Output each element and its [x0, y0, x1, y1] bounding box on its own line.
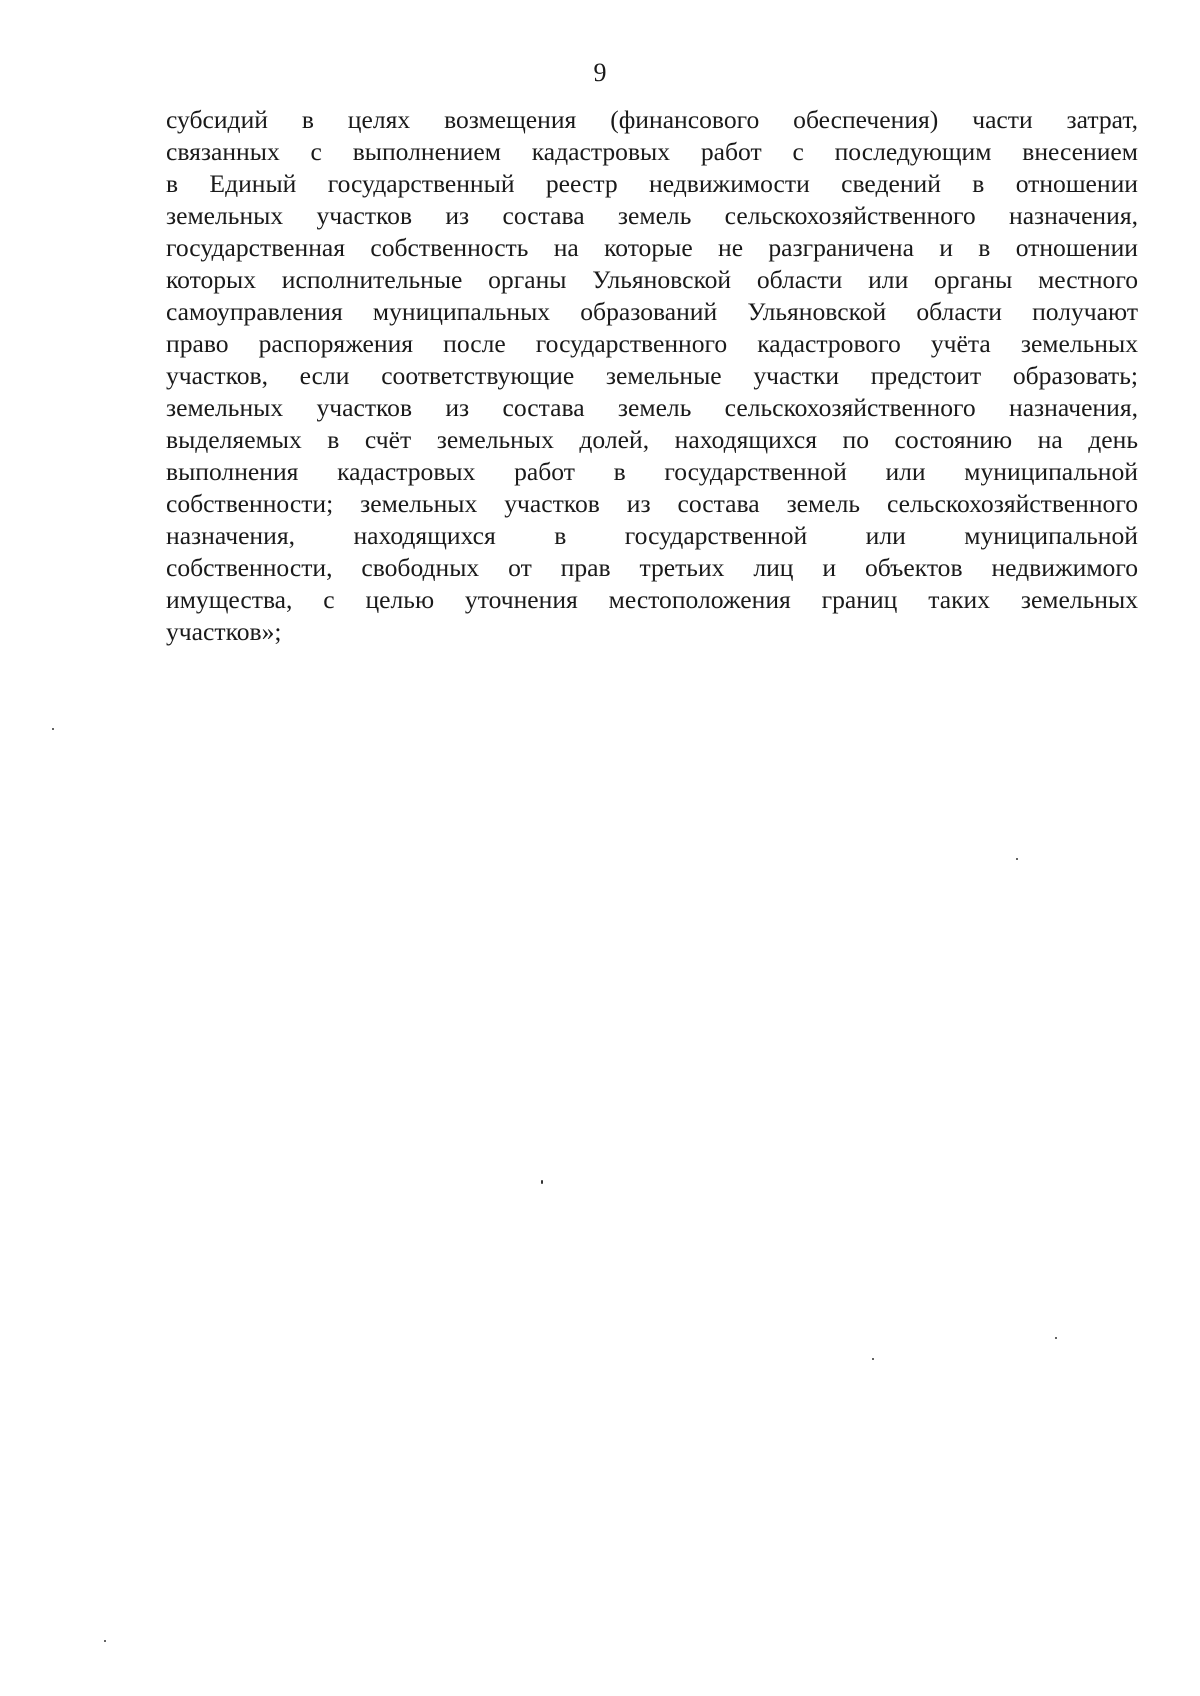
text-line: собственности, свободных от прав третьих лиц и объектов недвижимого	[166, 553, 1138, 582]
text-line: назначения, находящихся в государственной или муниципальной	[166, 521, 1138, 550]
scan-speck	[1055, 1337, 1057, 1339]
text-line-last: участков»;	[166, 617, 282, 646]
text-line: которых исполнительные органы Ульяновской области или органы местного	[166, 265, 1138, 294]
text-line: в Единый государственный реестр недвижимости сведений в отношении	[166, 169, 1138, 198]
text-line: земельных участков из состава земель сельскохозяйственного назначения,	[166, 393, 1138, 422]
scan-speck	[872, 1358, 874, 1360]
text-line: связанных с выполнением кадастровых работ с последующим внесением	[166, 137, 1138, 166]
text-line: государственная собственность на которые не разграничена и в отношении	[166, 233, 1138, 262]
text-line: участков, если соответствующие земельные участки предстоит образовать;	[166, 361, 1138, 390]
text-line: выделяемых в счёт земельных долей, находящихся по состоянию на день	[166, 425, 1138, 454]
text-line: право распоряжения после государственного кадастрового учёта земельных	[166, 329, 1138, 358]
scan-speck	[541, 1180, 543, 1184]
scan-speck	[1016, 858, 1018, 860]
text-line: собственности; земельных участков из состава земель сельскохозяйственного	[166, 489, 1138, 518]
scan-speck	[52, 728, 54, 730]
text-line: субсидий в целях возмещения (финансового обеспечения) части затрат,	[166, 105, 1138, 134]
body-paragraph	[166, 104, 1138, 648]
text-line: имущества, с целью уточнения местоположения границ таких земельных	[166, 585, 1138, 614]
page-number: 9	[593, 58, 607, 87]
text-line: выполнения кадастровых работ в государственной или муниципальной	[166, 457, 1138, 486]
scan-speck	[104, 1640, 106, 1642]
text-line: земельных участков из состава земель сельскохозяйственного назначения,	[166, 201, 1138, 230]
text-line: самоуправления муниципальных образований Ульяновской области получают	[166, 297, 1138, 326]
